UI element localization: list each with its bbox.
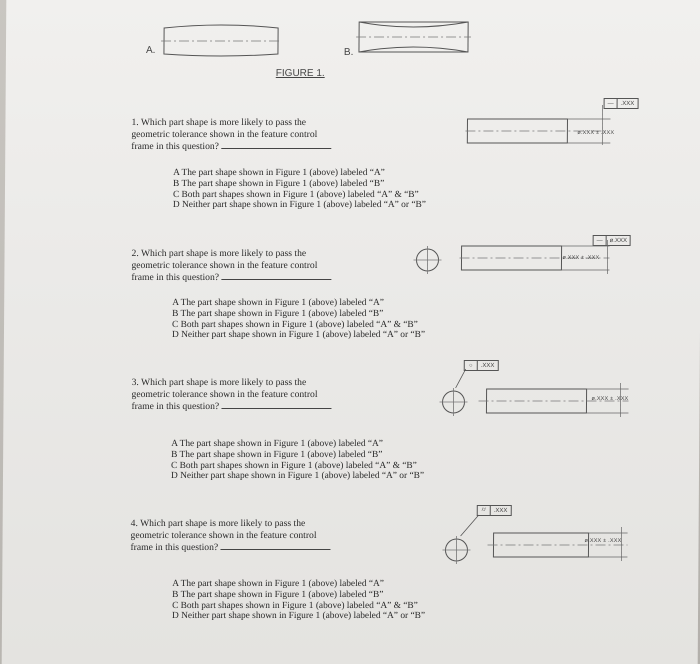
question-2-option-c[interactable]: C Both part shapes shown in Figure 1 (above) labeled “A” & “B” (172, 319, 418, 330)
figure-label-b: B. (343, 47, 354, 58)
figure-caption: FIGURE 1. (275, 68, 325, 79)
question-4-tolerance-value: .XXX (493, 507, 508, 514)
question-3-prompt (131, 377, 391, 413)
question-3-option-d[interactable]: D Neither part shape shown in Figure 1 (above) labeled “A” or “B” (170, 471, 425, 482)
question-1-prompt (131, 117, 391, 153)
question-4-option-c[interactable]: C Both part shapes shown in Figure 1 (above) labeled “A” & “B” (172, 600, 418, 611)
circularity-icon: ○ (465, 361, 478, 370)
question-2-options (172, 298, 532, 341)
question-4-dimension: ø.XXX ± .XXX (584, 538, 622, 544)
question-1-option-a[interactable]: A The part shape shown in Figure 1 (above) labeled “A” (173, 168, 385, 178)
part-shape-a-drawing (161, 20, 281, 60)
question-2-answer-blank[interactable] (221, 271, 331, 280)
question-3-line-3: frame in this question? (131, 400, 391, 413)
question-4-option-d[interactable]: D Neither part shape shown in Figure 1 (above) labeled “A” or “B” (171, 611, 426, 622)
question-4-option-b[interactable]: B The part shape shown in Figure 1 (above) labeled “B” (172, 589, 384, 600)
question-2-line-3: frame in this question? (131, 271, 391, 284)
question-4-answer-blank[interactable] (221, 541, 331, 550)
question-4-line-1: 4. Which part shape is more likely to pass the (130, 518, 306, 529)
question-2-prompt (131, 248, 391, 284)
question-2-line-2: geometric tolerance shown in the feature control (131, 259, 318, 271)
question-1-dimension: ø.XXX ± .XXX (577, 130, 615, 136)
question-4-options (172, 579, 532, 622)
question-2-option-a[interactable]: A The part shape shown in Figure 1 (above) labeled “A” (172, 298, 384, 308)
straightness-icon-q2: — (594, 236, 607, 245)
question-2-option-b[interactable]: B The part shape shown in Figure 1 (above) labeled “B” (172, 308, 384, 319)
question-3-options (171, 439, 531, 482)
question-3-line-2: geometric tolerance shown in the feature control (131, 388, 318, 400)
question-1-tolerance-value: .XXX (620, 100, 635, 107)
question-2-end-view (412, 245, 442, 275)
cylindricity-icon: ⌭ (478, 506, 491, 515)
question-3-tolerance-value: .XXX (480, 362, 495, 369)
question-1-option-d[interactable]: D Neither part shape shown in Figure 1 (above) labeled “A” or “B” (172, 200, 426, 211)
question-2-tolerance-value: ø.XXX (609, 237, 628, 244)
question-2-option-d[interactable]: D Neither part shape shown in Figure 1 (above) labeled “A” or “B” (171, 330, 426, 341)
question-4-line-3: frame in this question? (130, 541, 390, 554)
figure-label-a: A. (145, 45, 156, 56)
question-1-options (173, 168, 533, 211)
worksheet-page (2, 0, 700, 664)
question-1-line-2: geometric tolerance shown in the feature control (131, 128, 318, 140)
question-2-line-1: 2. Which part shape is more likely to pass the (131, 248, 307, 259)
straightness-icon: — (605, 99, 618, 108)
question-2-dimension: ø.XXX ± .XXX (562, 255, 600, 261)
question-1-option-b[interactable]: B The part shape shown in Figure 1 (above) labeled “B” (172, 178, 385, 189)
question-4-prompt (130, 518, 390, 554)
question-3-part-drawing (478, 383, 638, 423)
question-4-part-drawing (487, 527, 637, 567)
question-3-option-c[interactable]: C Both part shapes shown in Figure 1 (above) labeled “A” & “B” (171, 460, 417, 471)
question-4-option-a[interactable]: A The part shape shown in Figure 1 (above) labeled “A” (172, 579, 385, 589)
question-3-answer-blank[interactable] (222, 400, 332, 409)
part-shape-b-drawing (356, 18, 471, 58)
question-3-option-a[interactable]: A The part shape shown in Figure 1 (above) labeled “A” (171, 439, 384, 449)
question-3-option-b[interactable]: B The part shape shown in Figure 1 (above) labeled “B” (171, 449, 383, 460)
question-1-line-1: 1. Which part shape is more likely to pass the (131, 117, 307, 128)
question-1-line-3: frame in this question? (131, 140, 391, 153)
question-1-answer-blank[interactable] (221, 140, 331, 149)
question-1-option-c[interactable]: C Both part shapes shown in Figure 1 (above) labeled “A” & “B” (172, 189, 419, 200)
question-3-dimension: ø.XXX ± .XXX (591, 396, 629, 402)
question-3-line-1: 3. Which part shape is more likely to pass the (131, 377, 307, 388)
question-4-line-2: geometric tolerance shown in the feature control (130, 529, 317, 541)
